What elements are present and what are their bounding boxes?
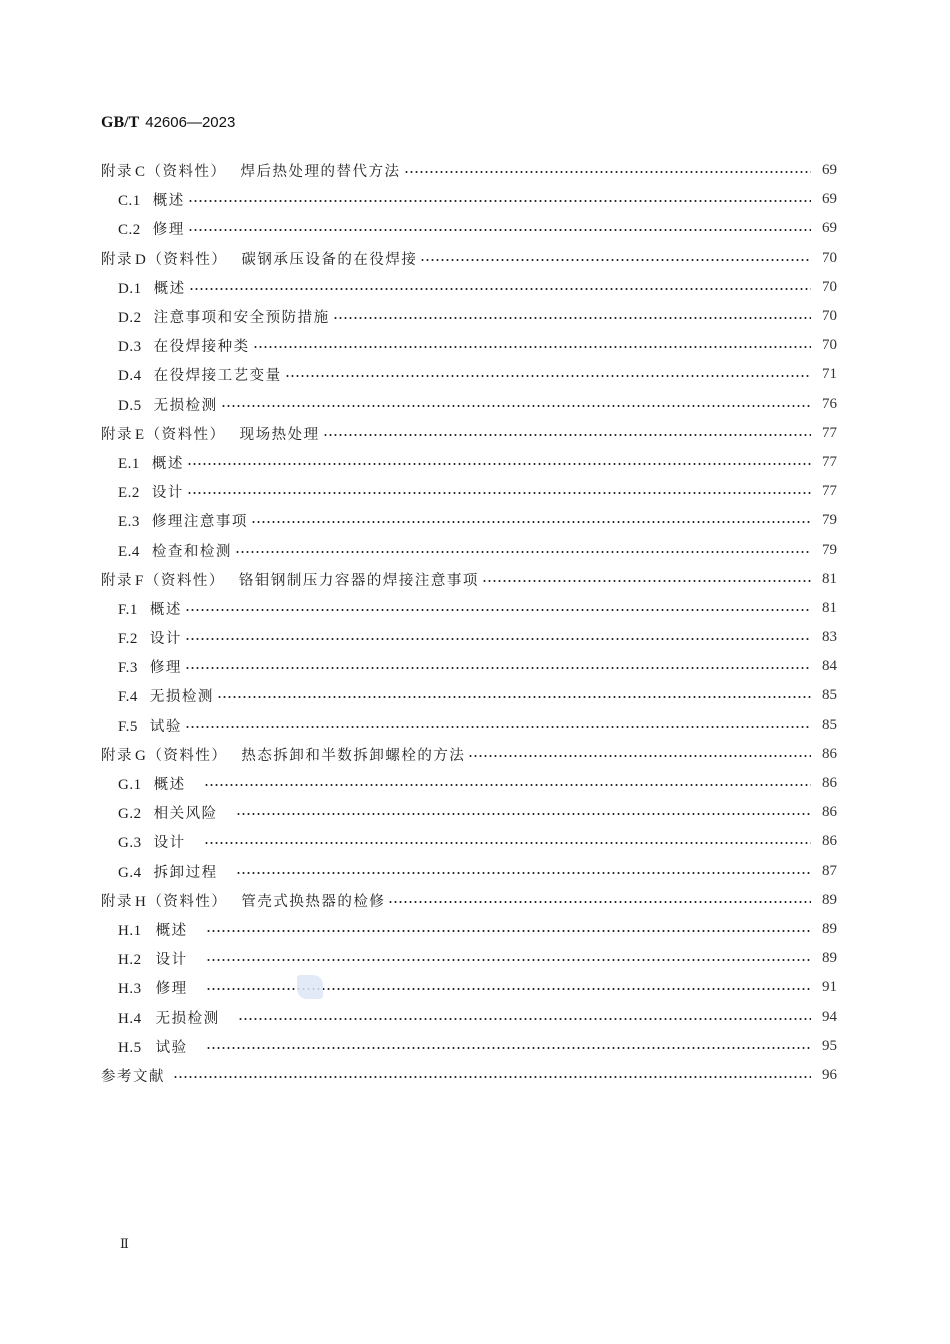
toc-entry-d-4[interactable] <box>101 360 837 389</box>
dot-leader <box>204 842 811 844</box>
toc-page-number: 86 <box>822 833 837 850</box>
toc-page-number: 89 <box>822 950 837 967</box>
toc-entry-label: H.1 概述 <box>118 922 188 939</box>
dot-leader <box>206 930 811 932</box>
dot-leader <box>217 696 811 698</box>
toc-page-number: 96 <box>822 1066 837 1083</box>
toc-entry-label: H.5 试验 <box>118 1039 188 1056</box>
toc-entry-label: 附录 F（资料性） 铬钼钢制压力容器的焊接注意事项 <box>101 572 479 589</box>
dot-leader <box>185 726 811 728</box>
dot-leader <box>204 784 811 786</box>
toc-entry-appendix-e[interactable] <box>101 419 837 448</box>
toc-entry-label: G.3 设计 <box>118 835 186 852</box>
toc-page-number: 83 <box>822 629 837 646</box>
dot-leader <box>185 667 811 669</box>
toc-entry-d-2[interactable] <box>101 302 837 331</box>
toc-entry-h-1[interactable] <box>101 915 837 944</box>
dot-leader <box>404 171 811 173</box>
toc-entry-h-3[interactable] <box>101 973 837 1002</box>
toc-entry-g-1[interactable] <box>101 769 837 798</box>
dot-leader <box>333 317 811 319</box>
dot-leader <box>206 959 811 961</box>
toc-entry-label: 附录 D（资料性） 碳钢承压设备的在役焊接 <box>101 251 418 268</box>
toc-entry-label: H.2 设计 <box>118 952 188 969</box>
dot-leader <box>420 259 811 261</box>
toc-entry-label: C.1 概述 <box>118 193 185 210</box>
toc-entry-label: D.1 概述 <box>118 280 186 297</box>
toc-entry-label: D.5 无损检测 <box>118 397 218 414</box>
toc-page-number: 81 <box>822 570 837 587</box>
dot-leader <box>236 813 811 815</box>
toc-entry-label: E.2 设计 <box>118 485 184 502</box>
dot-leader <box>188 200 811 202</box>
toc-entry-label: 附录 H（资料性） 管壳式换热器的检修 <box>101 893 386 910</box>
toc-entry-c-1[interactable] <box>101 185 837 214</box>
toc-entry-label: D.4 在役焊接工艺变量 <box>118 368 282 385</box>
toc-entry-label: D.2 注意事项和安全预防措施 <box>118 310 330 327</box>
toc-page-number: 89 <box>822 891 837 908</box>
dot-leader <box>206 1047 811 1049</box>
toc-page-number: 70 <box>822 308 837 325</box>
toc-page-number: 76 <box>822 395 837 412</box>
toc-entry-appendix-g[interactable] <box>101 740 837 769</box>
table-of-contents <box>101 156 837 1090</box>
toc-entry-label: D.3 在役焊接种类 <box>118 339 250 356</box>
toc-entry-label: F.2 设计 <box>118 631 182 648</box>
toc-page-number: 81 <box>822 599 837 616</box>
toc-entry-label: G.1 概述 <box>118 777 186 794</box>
dot-leader <box>468 755 811 757</box>
dot-leader <box>235 551 811 553</box>
toc-entry-d-3[interactable] <box>101 331 837 360</box>
toc-entry-label: G.2 相关风险 <box>118 806 218 823</box>
toc-entry-e-1[interactable] <box>101 448 837 477</box>
dot-leader <box>285 375 811 377</box>
toc-entry-label: 附录 C（资料性） 焊后热处理的替代方法 <box>101 164 401 181</box>
dot-leader <box>185 609 811 611</box>
dot-leader <box>388 901 811 903</box>
toc-entry-label: E.4 检查和检测 <box>118 543 232 560</box>
toc-entry-label: H.4 无损检测 <box>118 1010 220 1027</box>
dot-leader <box>238 1018 811 1020</box>
toc-entry-label: E.3 修理注意事项 <box>118 514 248 531</box>
toc-entry-g-3[interactable] <box>101 827 837 856</box>
toc-page-number: 86 <box>822 775 837 792</box>
toc-page-number: 70 <box>822 337 837 354</box>
dot-leader <box>253 346 811 348</box>
toc-page-number: 86 <box>822 745 837 762</box>
toc-entry-appendix-d[interactable] <box>101 244 837 273</box>
toc-page-number: 69 <box>822 191 837 208</box>
toc-page-number: 77 <box>822 424 837 441</box>
toc-page-number: 69 <box>822 162 837 179</box>
toc-entry-f-5[interactable] <box>101 711 837 740</box>
toc-entry-label: F.5 试验 <box>118 718 182 735</box>
toc-page-number: 69 <box>822 220 837 237</box>
toc-page-number: 71 <box>822 366 837 383</box>
toc-entry-g-4[interactable] <box>101 857 837 886</box>
toc-page-number: 84 <box>822 658 837 675</box>
toc-entry-label: H.3 修理 <box>118 981 188 998</box>
toc-entry-label: F.1 概述 <box>118 601 182 618</box>
toc-entry-e-2[interactable] <box>101 477 837 506</box>
standard-header <box>101 112 235 133</box>
toc-entry-appendix-h[interactable] <box>101 886 837 915</box>
toc-entry-appendix-c[interactable] <box>101 156 837 185</box>
dot-leader <box>187 463 811 465</box>
toc-entry-f-4[interactable] <box>101 681 837 710</box>
toc-entry-label: F.4 无损检测 <box>118 689 214 706</box>
toc-entry-label: E.1 概述 <box>118 455 184 472</box>
toc-entry-label: F.3 修理 <box>118 660 182 677</box>
dot-leader <box>173 1076 811 1078</box>
toc-page-number: 77 <box>822 483 837 500</box>
toc-entry-label: 附录 G（资料性） 热态拆卸和半数拆卸螺栓的方法 <box>101 747 466 764</box>
toc-page-number: 70 <box>822 278 837 295</box>
toc-entry-bibliography[interactable] <box>101 1061 837 1090</box>
toc-entry-g-2[interactable] <box>101 798 837 827</box>
dot-leader <box>482 580 811 582</box>
toc-entry-h-2[interactable] <box>101 944 837 973</box>
toc-entry-label: C.2 修理 <box>118 222 185 239</box>
toc-entry-h-5[interactable] <box>101 1032 837 1061</box>
dot-leader <box>188 229 811 231</box>
toc-page-number: 86 <box>822 804 837 821</box>
toc-entry-f-1[interactable] <box>101 594 837 623</box>
toc-page-number: 70 <box>822 249 837 266</box>
dot-leader <box>187 492 811 494</box>
toc-page-number: 91 <box>822 979 837 996</box>
toc-entry-d-1[interactable] <box>101 273 837 302</box>
toc-entry-c-2[interactable] <box>101 214 837 243</box>
toc-entry-e-3[interactable] <box>101 506 837 535</box>
dot-leader <box>221 405 811 407</box>
toc-entry-label: 参考文献 <box>101 1068 165 1085</box>
dot-leader <box>236 872 811 874</box>
dot-leader <box>323 434 811 436</box>
toc-page-number: 95 <box>822 1037 837 1054</box>
standard-number: 42606—2023 <box>145 114 236 131</box>
toc-entry-e-4[interactable] <box>101 535 837 564</box>
toc-entry-label: 附录 E（资料性） 现场热处理 <box>101 426 320 443</box>
toc-page-number: 77 <box>822 453 837 470</box>
toc-entry-d-5[interactable] <box>101 390 837 419</box>
dot-leader <box>189 288 811 290</box>
toc-page-number: 79 <box>822 541 837 558</box>
page-number-footer: Ⅱ <box>120 1236 129 1251</box>
standard-code: GB/T <box>101 114 140 131</box>
toc-page-number: 87 <box>822 862 837 879</box>
dot-leader <box>251 521 811 523</box>
toc-page-number: 79 <box>822 512 837 529</box>
toc-entry-label: G.4 拆卸过程 <box>118 864 218 881</box>
watermark-logo <box>297 975 323 999</box>
toc-entry-f-3[interactable] <box>101 652 837 681</box>
dot-leader <box>185 638 811 640</box>
toc-page-number: 85 <box>822 687 837 704</box>
toc-page-number: 89 <box>822 920 837 937</box>
toc-entry-f-2[interactable] <box>101 623 837 652</box>
toc-entry-h-4[interactable] <box>101 1002 837 1031</box>
toc-page-number: 94 <box>822 1008 837 1025</box>
toc-page-number: 85 <box>822 716 837 733</box>
toc-entry-appendix-f[interactable] <box>101 565 837 594</box>
